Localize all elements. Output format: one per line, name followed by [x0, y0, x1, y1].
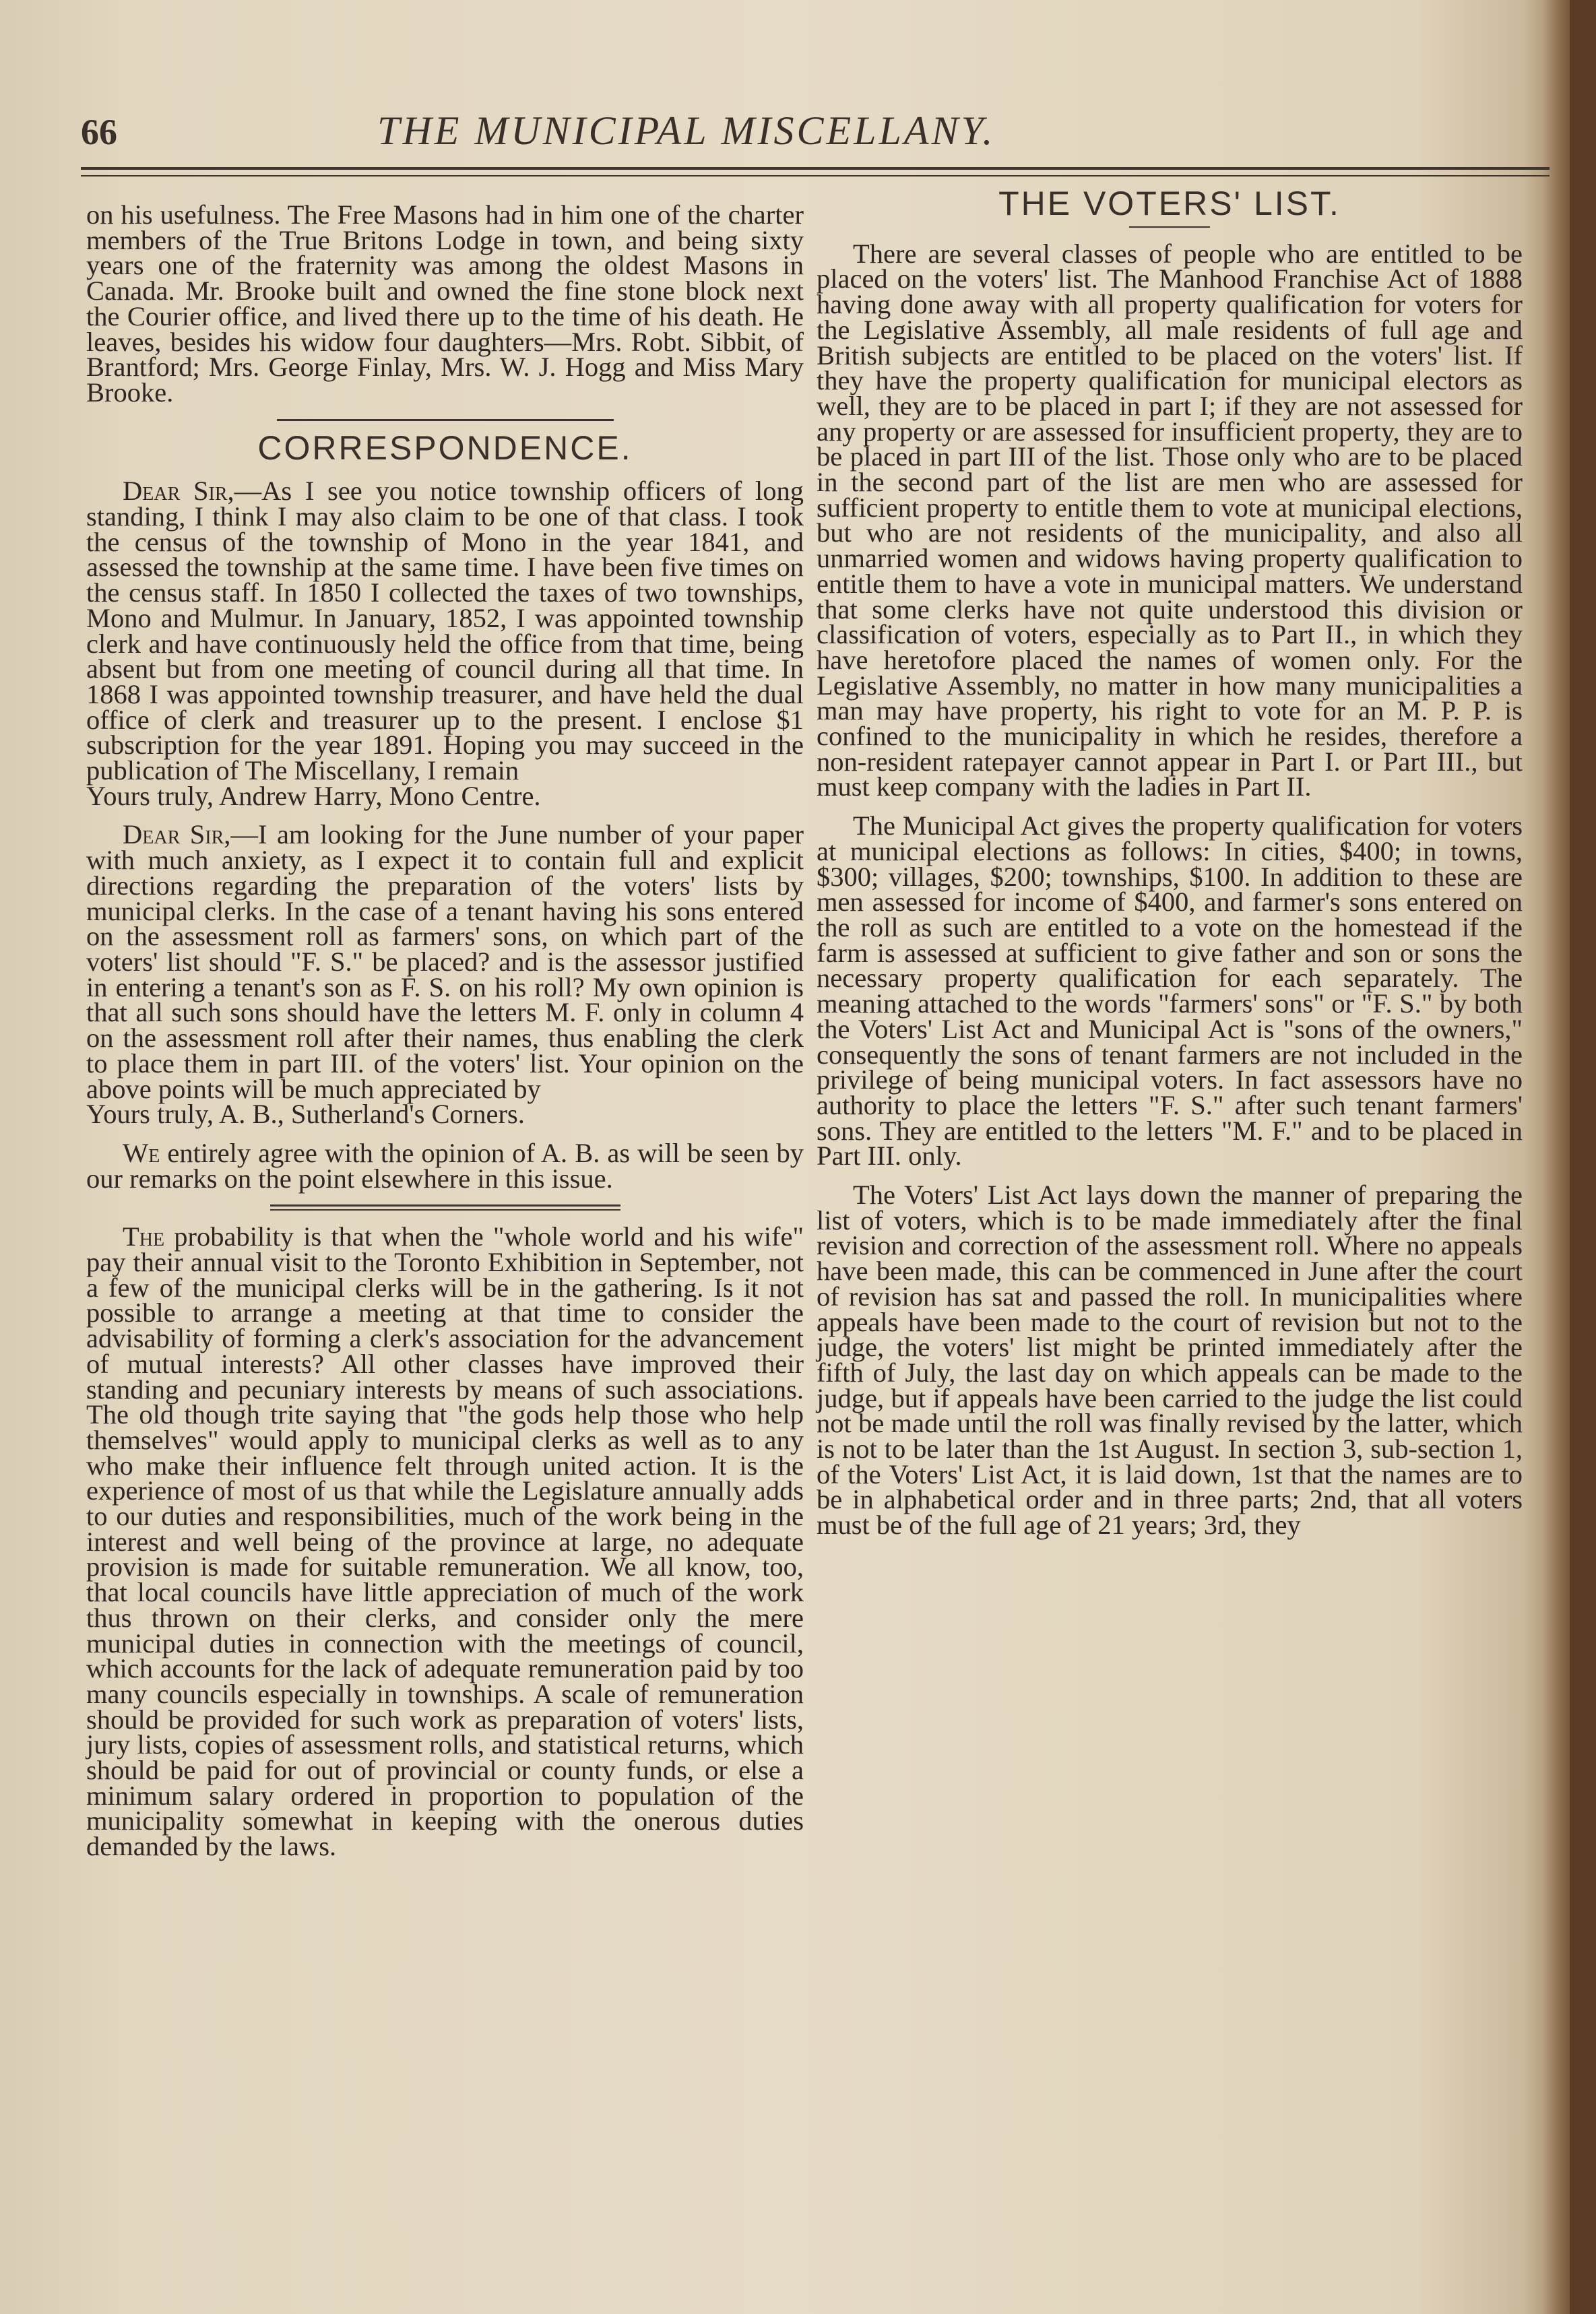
letter-harry — [86, 476, 804, 786]
letter-body: —I am looking for the June number of your paper with much anxiety, as I expect it to contain full and explicit directions regarding the preparation of the voters' lists by municipal clerks. In the case of a tenant having his sons entered on the assessment roll as farmers' sons, on which part of the voters' list should "F. S." be placed? and is the assessor justified in entering a tenant's son as F. S. on his roll? My own opinion is that all such sons should have the letters M. F. only in column 4 on the assessment roll after their names, thus enabling the clerk to place them in part III. of the voters' list. Your opinion on the above points will be much appreciated by — [86, 819, 804, 1104]
voters-list-paragraph: The Voters' List Act lays down the manner of preparing the list of voters, which is to be made immediately after the final revision and correction of the assessment roll. Where no appeals have been made, this can be commenced in June after the court of revision has sat and passed the roll. In municipalities where appeals have been made to the court of revision but not to the judge, the voters' list might be printed immediately after the fifth of July, the last day on which appeals can be made to the judge, but if appeals have been carried to the judge the list could not be made until the roll was finally revised by the latter, which is not to be later than the 1st August. In section 3, sub-section 1, of the Voters' List Act, it is laid down, 1st that the names are to be in alphabetical order and in three parts; 2nd, that all voters must be of the full age of 21 years; 3rd, they — [817, 1180, 1523, 1541]
running-title: THE MUNICIPAL MISCELLANY. — [377, 108, 996, 153]
voters-list-heading: THE VOTERS' LIST. — [998, 185, 1341, 222]
article-divider — [270, 1204, 620, 1211]
editor-reply — [86, 1137, 804, 1194]
reply-body: entirely agree with the opinion of A. B. as will be seen by our remarks on the point elsewhere in this issue. — [86, 1137, 804, 1194]
letter-salutation: Dear Sir, — [123, 476, 234, 507]
article-body: probability is that when the "whole world and his wife" pay their annual visit to the Toronto Exhibition in September, not a few of the municipal clerks will be in the gathering. Is it not possible to arrange a meeting at that time to consider the advisability of forming a clerk's association for the advancement of mutual interests? All other classes have improved their standing and pecuniary interests by means of such associations. The old though trite saying that "the gods help those who help themselves" would apply to municipal clerks as well as to any who make their influence felt through united action. It is the experience of most of us that while the Legislature annually adds to our duties and responsibilities, much of the work being in the interest and well being of the province at large, no adequate provision is made for suitable remuneration. We all know, too, that local councils have little appreciation of much of the work thus thrown on their clerks, and consider only the mere municipal duties in connection with the meetings of council, which accounts for the lack of adequate remuneration paid by too many councils especially in townships. A scale of remuneration should be provided for such work as preparation of voters' lists, jury lists, copies of assessment rolls, and statistical returns, which should be paid for out of provincial or county funds, or else a minimum salary ordered in proportion to population of the municipality somewhat in keeping with the onerous duties demanded by the laws. — [86, 1221, 804, 1862]
reply-lead: We — [123, 1137, 160, 1168]
letter-ab — [86, 819, 804, 1104]
correspondence-heading: CORRESPONDENCE. — [257, 428, 633, 467]
letter-body: —As I see you notice township officers of long standing, I think I may also claim to be one of that class. I took the census of the township of Mono in the year 1841, and assessed the township at the same time. I have been five times on the census staff. In 1850 I collected the taxes of two townships, Mono and Mulmur. In January, 1852, I was appointed township clerk and have continuously held the office from that time, being absent but from one meeting of council during all that time. In 1868 I was appointed township treasurer, and have held the dual office of clerk and treasurer up to the present. I enclose $1 subscription for the year 1891. Hoping you may succeed in the publication of The Miscellany, I remain — [86, 476, 804, 786]
voters-list-paragraph: The Municipal Act gives the property qualification for voters at municipal elections as follows: In cities, $400; in towns, $300; villages, $200; townships, $100. In addition to these are men assessed for income of $400, and farmer's sons entered on the roll as such are entitled to a vote on the homestead if the farm is assessed at sufficient to give father and son or sons the necessary property qualification for each separately. The meaning attached to the words "farmers' sons" or "F. S." by both the Voters' List Act and Municipal Act is "sons of the owners," consequently the sons of tenant farmers are not included in the privilege of being municipal voters. In fact assessors have no authority to place the letters "F. S." after such tenant farmers' sons. They are entitled to the letters "M. F." and to be placed in Part III. only. — [817, 810, 1523, 1171]
left-column — [86, 199, 804, 1862]
page-spine-shadow — [1543, 0, 1570, 2314]
section-divider — [277, 419, 614, 421]
clerks-association-article — [86, 1221, 804, 1862]
obituary-paragraph: on his usefulness. The Free Masons had in him one of the charter members of the True Britons Lodge in town, and being sixty years one of the fraternity was among the oldest Masons in Canada. Mr. Brooke built and owned the fine stone block next the Courier office, and lived there up to the time of his death. He leaves, besides his widow four daughters—Mrs. Robt. Sibbit, of Brantford; Mrs. George Finlay, Mrs. W. J. Hogg and Miss Mary Brooke. — [86, 199, 804, 408]
article-lead: The — [123, 1221, 165, 1252]
right-column — [817, 182, 1523, 1541]
page-number: 66 — [81, 112, 117, 152]
letter-salutation: Dear Sir, — [123, 819, 231, 850]
header-rule-thin — [81, 175, 1550, 176]
voters-list-paragraph: There are several classes of people who are entitled to be placed on the voters' list. The Manhood Franchise Act of 1888 having done away with all property qualification for voters for the Legislative Assembly, all male residents of full age and British subjects are entitled to be placed on the voters' list. If they have the property qualification for municipal electors as well, they are to be placed in part I; if they are not assessed for any property or are assessed for insufficient property, they are to be placed in part III of the list. Those only who are to be placed in the second part of the list are men who are assessed for sufficient property to entitle them to vote at municipal elections, but who are not residents of the municipality, and also all unmarried women and widows having property qualification to entitle them to have a vote in municipal matters. We understand that some clerks have not quite understood this division or classification of voters, especially as to Part II., in which they have heretofore placed the names of women only. For the Legislative Assembly, no matter in how many municipalities a man may have property, his right to vote for an M. P. P. is confined to the municipality in which he resides, therefore a non-resident ratepayer cannot appear in Part I. or Part III., but must keep company with the ladies in Part II. — [817, 238, 1523, 802]
header-rule — [81, 167, 1550, 170]
letter-signoff: Yours truly, Andrew Harry, Mono Centre. — [86, 780, 541, 811]
letter-signoff: Yours truly, A. B., Sutherland's Corners. — [86, 1099, 525, 1130]
